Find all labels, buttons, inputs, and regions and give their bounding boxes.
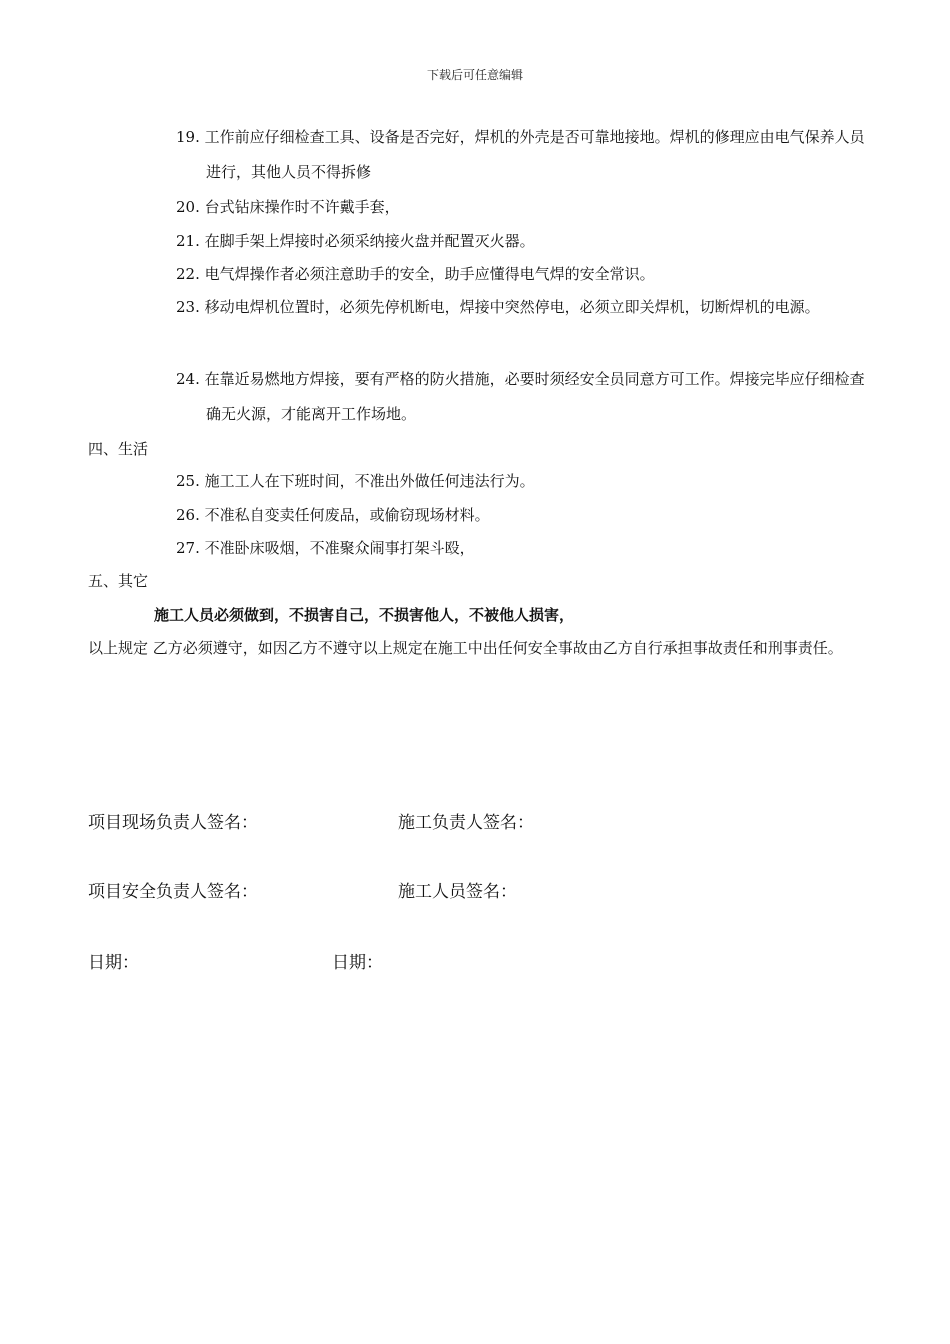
item-text: 不准卧床吸烟，不准聚众闹事打架斗殴， [204,539,475,557]
section-heading-life: 四、生活 [88,440,149,458]
list-item-19 [176,120,866,190]
date-label-right: 日期： [332,953,383,973]
safety-manager-signature-label: 项目安全负责人签名： [88,882,258,902]
list-item-25 [176,464,866,499]
item-number: 27. [176,539,200,557]
section-heading-other: 五、其它 [88,572,149,590]
item-text: 台式钻床操作时不许戴手套， [204,198,400,216]
item-text: 电气焊操作者必须注意助手的安全，助手应懂得电气焊的安全常识。 [204,265,655,283]
page-header: 下载后可任意编辑 [426,68,523,82]
list-item-27 [176,531,866,566]
item-number: 23. [176,298,200,316]
list-item-26 [176,498,866,533]
item-text: 工作前应仔细检查工具、设备是否完好，焊机的外壳是否可靠地接地。焊机的修理应由电气保养人员进行，其他人员不得拆修 [204,128,865,181]
safety-principle: 施工人员必须做到，不损害自己，不损害他人，不被他人损害， [154,606,575,624]
list-item-21 [176,224,866,259]
workers-signature-label: 施工人员签名： [398,882,517,902]
list-item-24 [176,362,866,432]
item-number: 22. [176,265,200,283]
item-text: 在脚手架上焊接时必须采纳接火盘并配置灭火器。 [204,232,535,250]
list-item-22 [176,257,866,292]
site-manager-signature-label: 项目现场负责人签名： [88,813,258,833]
item-text: 施工工人在下班时间，不准出外做任何违法行为。 [204,472,535,490]
construction-manager-signature-label: 施工负责人签名： [398,813,534,833]
list-item-23 [176,290,866,325]
item-text: 不准私自变卖任何废品，或偷窃现场材料。 [204,506,490,524]
item-number: 26. [176,506,200,524]
item-number: 19. [176,128,200,146]
item-number: 20. [176,198,200,216]
date-label-left: 日期： [88,953,139,973]
rules-paragraph: 以上规定 乙方必须遵守，如因乙方不遵守以上规定在施工中出任何安全事故由乙方自行承担事故责任和刑事责任。 [88,639,843,657]
item-number: 25. [176,472,200,490]
item-text: 在靠近易燃地方焊接，要有严格的防火措施，必要时须经安全员同意方可工作。焊接完毕应仔细检查确无火源，才能离开工作场地。 [204,370,865,423]
list-item-20 [176,190,866,225]
item-text: 移动电焊机位置时，必须先停机断电，焊接中突然停电，必须立即关焊机，切断焊机的电源。 [204,298,820,316]
item-number: 24. [176,370,200,388]
item-number: 21. [176,232,200,250]
